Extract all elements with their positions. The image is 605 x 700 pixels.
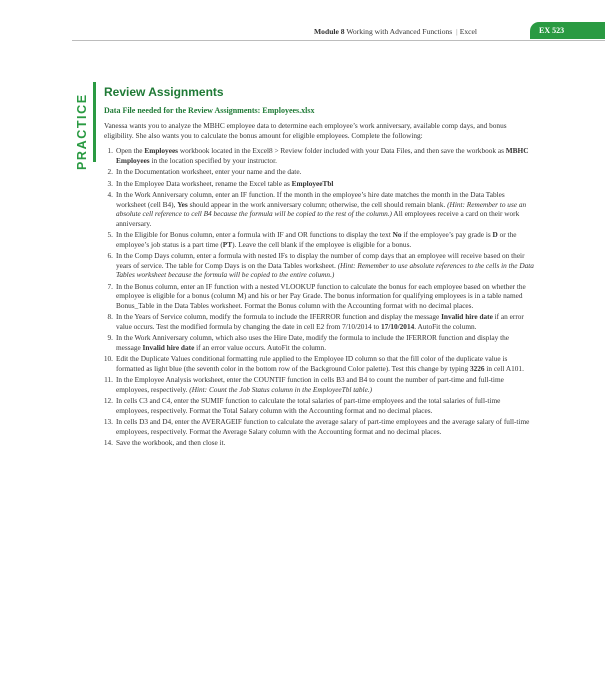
step-emphasis: PT (222, 239, 233, 249)
step-item (104, 251, 534, 280)
step-number: 3. (107, 178, 113, 188)
step-item (104, 438, 534, 448)
step-text: . AutoFit the column. (414, 321, 477, 331)
step-emphasis: EmployeeTbl (291, 178, 334, 188)
step-hint: (Hint: Remember to use absolute references to the cells in the Data Tables worksheet because the formula will be copied to the entire column.) (116, 260, 534, 279)
step-emphasis: D (492, 230, 498, 239)
step-number: 12. (103, 396, 113, 405)
step-item (104, 282, 534, 311)
step-number: 14. (103, 438, 113, 447)
step-text: In the Comp Days column, enter a formula with nested IFs to display the number of comp days that an employee will receive based on their years of service. The table for Comp Days is on the Data Tables worksheet. (116, 251, 525, 270)
step-text: if the employee’s pay grade is (401, 230, 493, 239)
step-text: Save the workbook, and then close it. (116, 438, 226, 447)
step-number: 2. (107, 167, 113, 176)
step-item (104, 396, 534, 415)
step-number: 11. (104, 375, 113, 384)
step-text: if an error value occurs. Test the modified formula by changing the date in cell E2 from 7/10/2014 to (116, 312, 524, 331)
module-title: Working with Advanced Functions (346, 27, 453, 36)
step-item (104, 417, 534, 436)
page-number-tab: EX 523 (530, 22, 605, 39)
step-text: In the Employee Data worksheet, rename the Excel table as (116, 178, 292, 188)
step-number: 7. (107, 281, 113, 291)
module-number: Module 8 (314, 27, 345, 36)
step-number: 9. (107, 333, 113, 342)
step-hint: (Hint: Count the Job Status column in the EmployeeTbl table.) (189, 384, 373, 394)
step-item (104, 179, 534, 189)
step-emphasis: 17/10/2014 (381, 321, 415, 331)
step-number: 5. (107, 230, 113, 239)
step-text: In the Eligible for Bonus column, enter a formula with IF and OR functions to display the text (116, 230, 393, 239)
step-item (104, 375, 534, 394)
step-text: Edit the Duplicate Values conditional formatting rule applied to the Employee ID column so that the fill color of the duplicate value is formatted as light blue (the seventh color in the bottom row of the Background Color palette). Test this change by typing (116, 354, 508, 373)
app-name: Excel (459, 27, 477, 36)
running-header (314, 27, 477, 36)
step-text: All employees receive a card on their work anniversary. (116, 209, 520, 228)
step-text: In cells D3 and D4, enter the AVERAGEIF function to calculate the average salary of part-time employees and the average salary of full-time employees, respectively. Format the Average Salary column with the Accounting format and no decimal places. (116, 417, 530, 436)
step-emphasis: MBHC Employees (116, 146, 529, 165)
step-item (104, 333, 534, 352)
header-rule (72, 40, 605, 41)
step-emphasis: Employees (144, 146, 179, 155)
step-item (104, 190, 534, 228)
step-number: 10. (103, 354, 113, 363)
step-emphasis: Yes (177, 199, 188, 209)
step-text: ). Leave the cell blank if the employee is eligible for a bonus. (232, 239, 412, 249)
practice-side-label: PRACTICE (75, 93, 89, 170)
data-file-note: Data File needed for the Review Assignments: Employees.xlsx (104, 106, 315, 115)
section-title: Review Assignments (104, 85, 224, 99)
step-number: 4. (107, 190, 113, 199)
intro-paragraph: Vanessa wants you to analyze the MBHC employee data to determine each employee’s work anniversary, available comp days, and bonus eligibility. She also wants you to calculate the bonus amount for eligible employees. Complete the following: (104, 121, 507, 140)
step-emphasis: 3226 (469, 363, 485, 373)
step-item (104, 146, 534, 165)
step-number: 1. (107, 146, 113, 155)
step-text: In the Bonus column, enter an IF function with a nested VLOOKUP function to calculate the bonus for each employee based on whether the employee is eligible for a bonus (column M) and his or her Pay Grade. The bonus information for qualifying employees is in a table named Bonus_Table in the Data Tables worksheet. Format the Bonus column with the Accounting format with no decimal places. (116, 281, 526, 310)
header-separator: | (456, 27, 458, 36)
step-text: workbook located in the Excel8 > Review folder included with your Data Files, and then save the workbook as (178, 146, 506, 155)
step-text: should appear in the work anniversary column; otherwise, the cell should remain blank. (187, 199, 448, 209)
step-text: in cell A101. (484, 363, 524, 373)
step-number: 13. (103, 417, 113, 426)
step-item (104, 230, 534, 249)
step-emphasis: No (392, 230, 402, 239)
review-assignments-section (104, 85, 534, 450)
step-text: In the Work Anniversary column, which also uses the Hire Date, modify the formula to include the IFERROR function and display the message (116, 333, 510, 352)
step-text: In the Years of Service column, modify the formula to include the IFERROR function and display the message (116, 312, 442, 321)
step-emphasis: Invalid hire date (142, 342, 195, 352)
step-text: in the location specified by your instructor. (149, 155, 277, 165)
step-item (104, 354, 534, 373)
step-text: In the Work Anniversary column, enter an IF function. If the month in the employee’s hire date matches the month in the Data Tables worksheet (cell B4), (116, 190, 505, 209)
steps-list (104, 146, 534, 448)
step-text: In the Documentation worksheet, enter your name and the date. (116, 167, 302, 176)
step-text: if an error value occurs. AutoFit the column. (194, 342, 327, 352)
step-item (104, 167, 534, 177)
step-emphasis: Invalid hire date (441, 312, 493, 321)
step-text: or the employee’s job status is a part time ( (116, 230, 517, 249)
step-text: Open the (116, 146, 145, 155)
step-text: In the Employee Analysis worksheet, enter the COUNTIF function in cells B3 and B4 to count the number of part-time and full-time employees, respectively. (116, 375, 504, 394)
step-text: In cells C3 and C4, enter the SUMIF function to calculate the total salaries of part-time employees and the total salaries of full-time employees, respectively. Format the Total Salary column with the Accounting format and no decimal places. (116, 396, 501, 415)
step-hint: (Hint: Remember to use an absolute cell reference to cell B4 because the formula will be copied to the rest of the column.) (116, 199, 527, 218)
practice-accent-bar (93, 82, 96, 162)
step-number: 8. (107, 312, 113, 321)
step-number: 6. (107, 251, 113, 260)
step-item (104, 312, 534, 331)
